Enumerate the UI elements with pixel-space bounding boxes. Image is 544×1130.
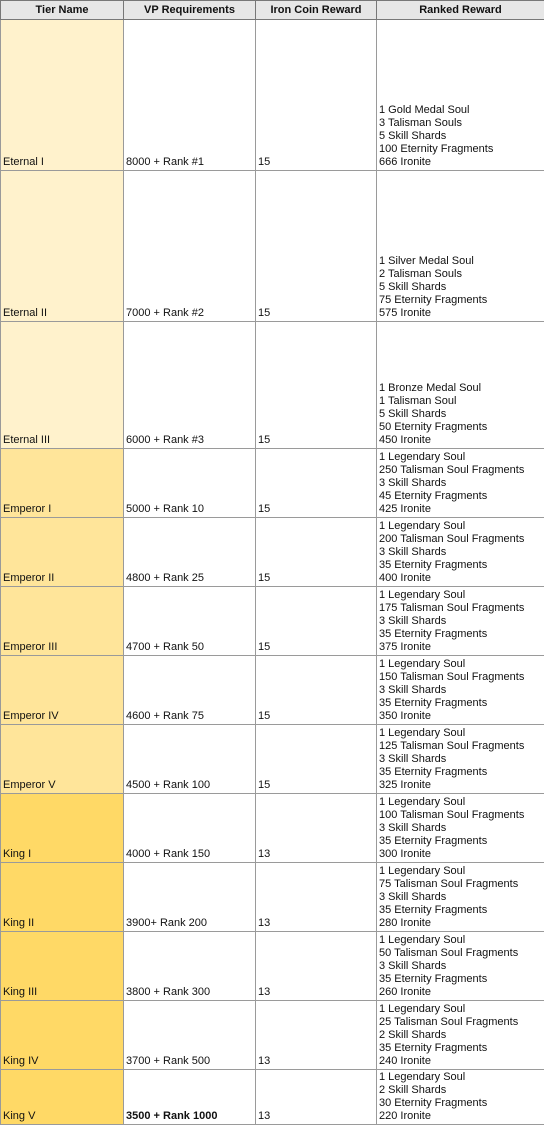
tier-name-cell: King I — [1, 794, 124, 863]
vp-requirement-cell: 3700 + Rank 500 — [124, 1001, 256, 1070]
reward-item: 250 Talisman Soul Fragments — [379, 464, 525, 476]
table-row — [1, 794, 544, 863]
ranked-reward-cell — [377, 1070, 544, 1125]
iron-coin-cell: 15 — [256, 322, 377, 449]
iron-coin-cell: 15 — [256, 518, 377, 587]
reward-item: 30 Eternity Fragments — [379, 1097, 488, 1109]
header-tier-name: Tier Name — [1, 1, 124, 20]
reward-item: 1 Legendary Soul — [379, 934, 466, 946]
reward-item: 100 Talisman Soul Fragments — [379, 809, 525, 821]
vp-requirement-cell: 4800 + Rank 25 — [124, 518, 256, 587]
reward-item: 375 Ironite — [379, 641, 431, 653]
vp-requirement-cell: 4700 + Rank 50 — [124, 587, 256, 656]
reward-item: 400 Ironite — [379, 572, 431, 584]
reward-item: 25 Talisman Soul Fragments — [379, 1016, 519, 1028]
reward-item: 1 Gold Medal Soul — [379, 104, 470, 116]
ranked-reward-cell — [377, 656, 544, 725]
vp-requirement-cell: 6000 + Rank #3 — [124, 322, 256, 449]
iron-coin-cell: 13 — [256, 1070, 377, 1125]
reward-item: 5 Skill Shards — [379, 408, 447, 420]
ranked-reward-cell — [377, 725, 544, 794]
reward-item: 3 Skill Shards — [379, 477, 447, 489]
tier-name-cell: King IV — [1, 1001, 124, 1070]
reward-item: 1 Bronze Medal Soul — [379, 382, 482, 394]
reward-item: 1 Legendary Soul — [379, 658, 466, 670]
reward-item: 1 Legendary Soul — [379, 589, 466, 601]
reward-item: 2 Skill Shards — [379, 1084, 447, 1096]
ranked-reward-cell — [377, 932, 544, 1001]
reward-item: 1 Legendary Soul — [379, 1071, 466, 1083]
reward-item: 425 Ironite — [379, 503, 431, 515]
ranked-reward-cell — [377, 322, 544, 449]
header-row — [1, 1, 544, 20]
vp-requirement-cell: 7000 + Rank #2 — [124, 171, 256, 322]
tier-name-cell: Eternal II — [1, 171, 124, 322]
reward-item: 35 Eternity Fragments — [379, 973, 488, 985]
reward-item: 35 Eternity Fragments — [379, 1042, 488, 1054]
reward-item: 3 Talisman Souls — [379, 117, 462, 129]
reward-item: 3 Skill Shards — [379, 891, 447, 903]
table-row — [1, 932, 544, 1001]
reward-item: 575 Ironite — [379, 307, 431, 319]
reward-item: 35 Eternity Fragments — [379, 766, 488, 778]
tier-name-cell: Eternal III — [1, 322, 124, 449]
iron-coin-cell: 15 — [256, 20, 377, 171]
iron-coin-cell: 15 — [256, 449, 377, 518]
table-row — [1, 587, 544, 656]
vp-requirement-cell: 4500 + Rank 100 — [124, 725, 256, 794]
reward-item: 1 Silver Medal Soul — [379, 255, 474, 267]
reward-item: 300 Ironite — [379, 848, 431, 860]
iron-coin-cell: 13 — [256, 794, 377, 863]
ranked-reward-cell — [377, 863, 544, 932]
tier-name-cell: Emperor I — [1, 449, 124, 518]
reward-item: 350 Ironite — [379, 710, 431, 722]
reward-item: 1 Legendary Soul — [379, 451, 466, 463]
reward-item: 260 Ironite — [379, 986, 431, 998]
table-row — [1, 863, 544, 932]
iron-coin-cell: 15 — [256, 656, 377, 725]
reward-item: 1 Legendary Soul — [379, 727, 466, 739]
iron-coin-cell: 15 — [256, 587, 377, 656]
tier-name-cell: King V — [1, 1070, 124, 1125]
reward-item: 200 Talisman Soul Fragments — [379, 533, 525, 545]
table-row — [1, 1070, 544, 1125]
table-row — [1, 1001, 544, 1070]
reward-item: 1 Legendary Soul — [379, 520, 466, 532]
reward-item: 3 Skill Shards — [379, 753, 447, 765]
header-ranked-reward: Ranked Reward — [377, 1, 544, 20]
reward-item: 50 Eternity Fragments — [379, 421, 488, 433]
iron-coin-cell: 15 — [256, 725, 377, 794]
reward-item: 175 Talisman Soul Fragments — [379, 602, 525, 614]
vp-requirement-cell: 3900+ Rank 200 — [124, 863, 256, 932]
reward-item: 2 Talisman Souls — [379, 268, 462, 280]
ranked-reward-cell — [377, 518, 544, 587]
tier-name-cell: Emperor III — [1, 587, 124, 656]
iron-coin-cell: 13 — [256, 863, 377, 932]
tier-name-cell: Eternal I — [1, 20, 124, 171]
reward-item: 1 Legendary Soul — [379, 865, 466, 877]
reward-item: 240 Ironite — [379, 1055, 431, 1067]
reward-item: 35 Eternity Fragments — [379, 835, 488, 847]
table-row — [1, 518, 544, 587]
tier-name-cell: Emperor IV — [1, 656, 124, 725]
reward-item: 3 Skill Shards — [379, 684, 447, 696]
iron-coin-cell: 13 — [256, 1001, 377, 1070]
reward-item: 35 Eternity Fragments — [379, 904, 488, 916]
reward-item: 35 Eternity Fragments — [379, 628, 488, 640]
ranked-reward-cell — [377, 20, 544, 171]
reward-item: 150 Talisman Soul Fragments — [379, 671, 525, 683]
tier-name-cell: Emperor V — [1, 725, 124, 794]
reward-item: 3 Skill Shards — [379, 960, 447, 972]
table-row — [1, 725, 544, 794]
reward-item: 2 Skill Shards — [379, 1029, 447, 1041]
vp-requirement-cell: 3800 + Rank 300 — [124, 932, 256, 1001]
ranked-reward-cell — [377, 171, 544, 322]
reward-item: 280 Ironite — [379, 917, 431, 929]
vp-requirement-cell: 8000 + Rank #1 — [124, 20, 256, 171]
table-row — [1, 20, 544, 171]
reward-item: 5 Skill Shards — [379, 130, 447, 142]
reward-item: 45 Eternity Fragments — [379, 490, 488, 502]
reward-item: 3 Skill Shards — [379, 615, 447, 627]
reward-item: 1 Legendary Soul — [379, 796, 466, 808]
vp-requirement-cell: 4600 + Rank 75 — [124, 656, 256, 725]
vp-requirement-cell: 3500 + Rank 1000 — [124, 1070, 256, 1125]
ranked-reward-cell — [377, 1001, 544, 1070]
reward-item: 3 Skill Shards — [379, 546, 447, 558]
vp-requirement-cell: 5000 + Rank 10 — [124, 449, 256, 518]
iron-coin-cell: 15 — [256, 171, 377, 322]
reward-item: 35 Eternity Fragments — [379, 559, 488, 571]
header-iron-coin-reward: Iron Coin Reward — [256, 1, 377, 20]
tier-name-cell: King II — [1, 863, 124, 932]
table-row — [1, 171, 544, 322]
reward-item: 5 Skill Shards — [379, 281, 447, 293]
reward-item: 220 Ironite — [379, 1110, 431, 1122]
reward-item: 3 Skill Shards — [379, 822, 447, 834]
reward-item: 75 Talisman Soul Fragments — [379, 878, 519, 890]
reward-item: 50 Talisman Soul Fragments — [379, 947, 519, 959]
ranked-reward-cell — [377, 794, 544, 863]
table-row — [1, 322, 544, 449]
ranked-reward-cell — [377, 449, 544, 518]
table-row — [1, 656, 544, 725]
reward-item: 35 Eternity Fragments — [379, 697, 488, 709]
header-vp-requirements: VP Requirements — [124, 1, 256, 20]
ranked-reward-cell — [377, 587, 544, 656]
tier-name-cell: Emperor II — [1, 518, 124, 587]
reward-item: 125 Talisman Soul Fragments — [379, 740, 525, 752]
reward-item: 450 Ironite — [379, 434, 431, 446]
table-row — [1, 449, 544, 518]
reward-item: 1 Legendary Soul — [379, 1003, 466, 1015]
reward-item: 666 Ironite — [379, 156, 431, 168]
reward-item: 325 Ironite — [379, 779, 431, 791]
reward-item: 1 Talisman Soul — [379, 395, 457, 407]
reward-item: 100 Eternity Fragments — [379, 143, 494, 155]
reward-item: 75 Eternity Fragments — [379, 294, 488, 306]
iron-coin-cell: 13 — [256, 932, 377, 1001]
vp-requirement-cell: 4000 + Rank 150 — [124, 794, 256, 863]
tier-name-cell: King III — [1, 932, 124, 1001]
